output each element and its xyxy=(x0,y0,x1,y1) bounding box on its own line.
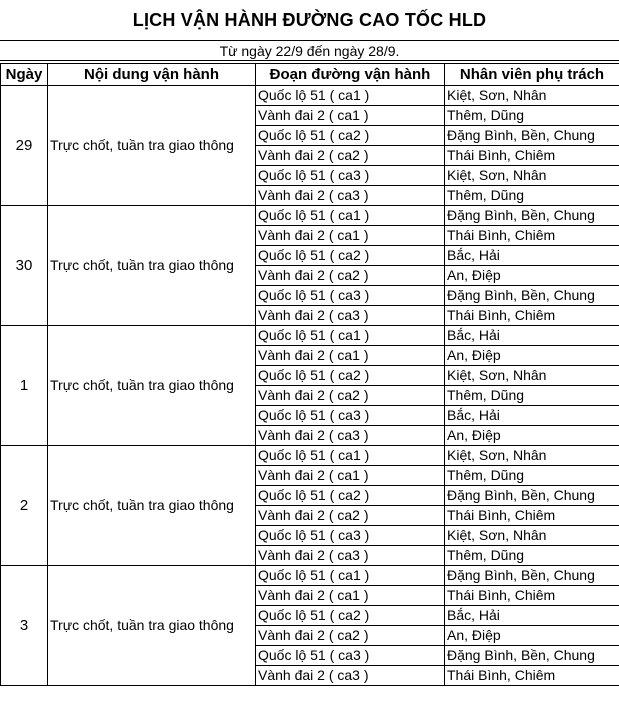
segment-cell[interactable]: Quốc lộ 51 ( ca1 ) xyxy=(256,446,445,466)
staff-cell[interactable]: An, Điệp xyxy=(445,426,619,446)
staff-cell[interactable]: Bắc, Hải xyxy=(445,326,619,346)
segment-cell[interactable]: Vành đai 2 ( ca3 ) xyxy=(256,546,445,566)
segment-cell[interactable]: Quốc lộ 51 ( ca1 ) xyxy=(256,326,445,346)
table-row xyxy=(1,326,619,346)
schedule-table xyxy=(0,63,619,686)
segment-cell[interactable]: Vành đai 2 ( ca2 ) xyxy=(256,266,445,286)
segment-cell[interactable]: Quốc lộ 51 ( ca3 ) xyxy=(256,286,445,306)
day-cell[interactable]: 2 xyxy=(1,446,48,566)
header-staff[interactable]: Nhân viên phụ trách xyxy=(445,64,619,86)
staff-cell[interactable]: Thái Bình, Chiêm xyxy=(445,306,619,326)
segment-cell[interactable]: Vành đai 2 ( ca1 ) xyxy=(256,106,445,126)
schedule-body xyxy=(1,86,619,686)
segment-cell[interactable]: Vành đai 2 ( ca2 ) xyxy=(256,386,445,406)
day-cell[interactable]: 30 xyxy=(1,206,48,326)
staff-cell[interactable]: An, Điệp xyxy=(445,626,619,646)
segment-cell[interactable]: Quốc lộ 51 ( ca2 ) xyxy=(256,606,445,626)
segment-cell[interactable]: Quốc lộ 51 ( ca2 ) xyxy=(256,366,445,386)
staff-cell[interactable]: Thái Bình, Chiêm xyxy=(445,666,619,686)
staff-cell[interactable]: Đặng Bình, Bền, Chung xyxy=(445,286,619,306)
staff-cell[interactable]: Bắc, Hải xyxy=(445,606,619,626)
segment-cell[interactable]: Quốc lộ 51 ( ca2 ) xyxy=(256,246,445,266)
staff-cell[interactable]: Thêm, Dũng xyxy=(445,546,619,566)
staff-cell[interactable]: Thêm, Dũng xyxy=(445,386,619,406)
segment-cell[interactable]: Vành đai 2 ( ca3 ) xyxy=(256,186,445,206)
segment-cell[interactable]: Vành đai 2 ( ca1 ) xyxy=(256,226,445,246)
table-row xyxy=(1,86,619,106)
segment-cell[interactable]: Vành đai 2 ( ca3 ) xyxy=(256,306,445,326)
staff-cell[interactable]: Thái Bình, Chiêm xyxy=(445,586,619,606)
content-cell[interactable]: Trực chốt, tuần tra giao thông xyxy=(48,446,256,566)
staff-cell[interactable]: Thái Bình, Chiêm xyxy=(445,146,619,166)
staff-cell[interactable]: Thái Bình, Chiêm xyxy=(445,226,619,246)
segment-cell[interactable]: Vành đai 2 ( ca2 ) xyxy=(256,626,445,646)
segment-cell[interactable]: Vành đai 2 ( ca1 ) xyxy=(256,346,445,366)
segment-cell[interactable]: Quốc lộ 51 ( ca1 ) xyxy=(256,206,445,226)
header-segment[interactable]: Đoạn đường vận hành xyxy=(256,64,445,86)
segment-cell[interactable]: Quốc lộ 51 ( ca2 ) xyxy=(256,486,445,506)
segment-cell[interactable]: Vành đai 2 ( ca2 ) xyxy=(256,146,445,166)
staff-cell[interactable]: Bắc, Hải xyxy=(445,246,619,266)
staff-cell[interactable]: Đặng Bình, Bền, Chung xyxy=(445,126,619,146)
segment-cell[interactable]: Vành đai 2 ( ca1 ) xyxy=(256,586,445,606)
staff-cell[interactable]: Thêm, Dũng xyxy=(445,106,619,126)
staff-cell[interactable]: An, Điệp xyxy=(445,266,619,286)
header-day[interactable]: Ngày xyxy=(1,64,48,86)
segment-cell[interactable]: Quốc lộ 51 ( ca1 ) xyxy=(256,86,445,106)
staff-cell[interactable]: Đặng Bình, Bền, Chung xyxy=(445,566,619,586)
header-content[interactable]: Nội dung vận hành xyxy=(48,64,256,86)
staff-cell[interactable]: Đặng Bình, Bền, Chung xyxy=(445,646,619,666)
segment-cell[interactable]: Quốc lộ 51 ( ca3 ) xyxy=(256,646,445,666)
segment-cell[interactable]: Vành đai 2 ( ca3 ) xyxy=(256,666,445,686)
day-cell[interactable]: 3 xyxy=(1,566,48,686)
segment-cell[interactable]: Quốc lộ 51 ( ca2 ) xyxy=(256,126,445,146)
content-cell[interactable]: Trực chốt, tuần tra giao thông xyxy=(48,86,256,206)
staff-cell[interactable]: Thêm, Dũng xyxy=(445,186,619,206)
date-range-subtitle: Từ ngày 22/9 đến ngày 28/9. xyxy=(0,40,619,61)
segment-cell[interactable]: Quốc lộ 51 ( ca3 ) xyxy=(256,406,445,426)
segment-cell[interactable]: Vành đai 2 ( ca2 ) xyxy=(256,506,445,526)
staff-cell[interactable]: Kiệt, Sơn, Nhân xyxy=(445,526,619,546)
segment-cell[interactable]: Quốc lộ 51 ( ca3 ) xyxy=(256,526,445,546)
staff-cell[interactable]: Thái Bình, Chiêm xyxy=(445,506,619,526)
content-cell[interactable]: Trực chốt, tuần tra giao thông xyxy=(48,326,256,446)
staff-cell[interactable]: Kiệt, Sơn, Nhân xyxy=(445,86,619,106)
segment-cell[interactable]: Vành đai 2 ( ca1 ) xyxy=(256,466,445,486)
table-row xyxy=(1,206,619,226)
segment-cell[interactable]: Vành đai 2 ( ca3 ) xyxy=(256,426,445,446)
table-row xyxy=(1,446,619,466)
staff-cell[interactable]: Bắc, Hải xyxy=(445,406,619,426)
staff-cell[interactable]: Thêm, Dũng xyxy=(445,466,619,486)
table-row xyxy=(1,566,619,586)
segment-cell[interactable]: Quốc lộ 51 ( ca3 ) xyxy=(256,166,445,186)
day-cell[interactable]: 1 xyxy=(1,326,48,446)
header-row xyxy=(1,64,619,86)
staff-cell[interactable]: Kiệt, Sơn, Nhân xyxy=(445,366,619,386)
staff-cell[interactable]: Đặng Bình, Bền, Chung xyxy=(445,486,619,506)
content-cell[interactable]: Trực chốt, tuần tra giao thông xyxy=(48,566,256,686)
segment-cell[interactable]: Quốc lộ 51 ( ca1 ) xyxy=(256,566,445,586)
staff-cell[interactable]: Kiệt, Sơn, Nhân xyxy=(445,446,619,466)
staff-cell[interactable]: An, Điệp xyxy=(445,346,619,366)
page-title: LỊCH VẬN HÀNH ĐƯỜNG CAO TỐC HLD xyxy=(132,9,487,30)
staff-cell[interactable]: Kiệt, Sơn, Nhân xyxy=(445,166,619,186)
staff-cell[interactable]: Đặng Bình, Bền, Chung xyxy=(445,206,619,226)
content-cell[interactable]: Trực chốt, tuần tra giao thông xyxy=(48,206,256,326)
day-cell[interactable]: 29 xyxy=(1,86,48,206)
